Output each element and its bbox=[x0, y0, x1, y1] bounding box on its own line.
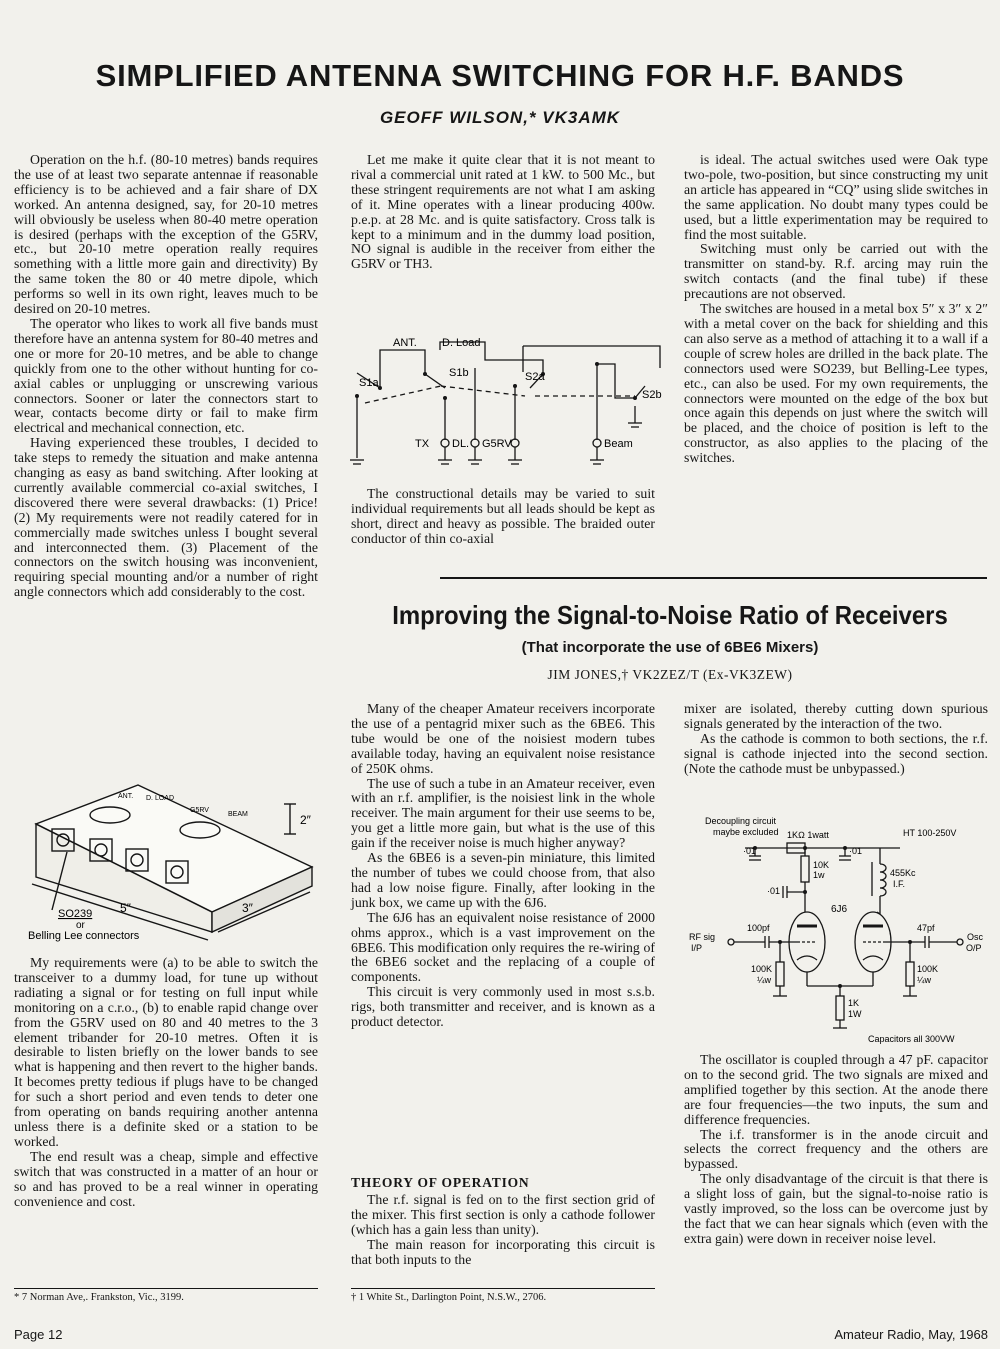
resistor-label: 100K bbox=[751, 964, 773, 974]
paragraph: The i.f. transformer is in the anode circuit and selects the correct frequency and the others are bypassed. bbox=[684, 1126, 988, 1172]
article-divider bbox=[440, 577, 987, 579]
resistor-label: 1W bbox=[848, 1009, 862, 1019]
resistor-label: ¼w bbox=[757, 975, 772, 985]
paragraph: The use of such a tube in an Amateur receiver, even with an r.f. amplifier, is the noisiest link in the whole receiver. The main argument for their use seems to be, you get a little more gain, but what is the use of this gain if the receiver noise is much higher anyway? bbox=[351, 775, 655, 851]
resistor-label: 1w bbox=[813, 870, 825, 880]
article2-column3-top bbox=[684, 702, 988, 777]
top-label: G5RV bbox=[190, 807, 209, 814]
article2-column3-bottom bbox=[684, 1053, 988, 1247]
article1-column1-top bbox=[14, 153, 318, 600]
footnote-rule bbox=[14, 1288, 318, 1289]
paragraph: The end result was a cheap, simple and effective switch that was constructed in a matter of an hour or so and has proved to be a real winner in operating convenience and cost. bbox=[14, 1148, 318, 1209]
paragraph: The switches are housed in a metal box 5″ x 3″ x 2″ with a metal cover on the back for shielding and this can also serve as a method of attaching it to a wall if a couple of screw holes are drilled in the back plate. The connectors used were SO239, but Belling-Lee types, etc., can also be used. For my own requirements, the connectors were mounted on the edge of the box but once again this depends on just where the switch will be placed, and the choice of position is left to the constructor, as also applies to the placing of the switches. bbox=[684, 301, 988, 466]
paragraph: Having experienced these troubles, I decided to take steps to remedy the situation and make antenna changing as easy as band switching. After looking at currently available commercial co-axial switches, I discovered there were several drawbacks: (1) Price! (2) My requirements were not readily catered for in commercially made switches unless I bought several and interconnected them. (3) Placement of the connectors on the switch housing was inconvenient, requiring special mounting and/or a number of right angle connectors which add considerably to the cost. bbox=[14, 435, 318, 600]
paragraph: Many of the cheaper Amateur receivers incorporate the use of a pentagrid mixer such as the 6BE6. This tube would be one of the noisiest modern tubes available today, having an equivalent noise resistance of 250K ohms. bbox=[351, 701, 655, 776]
g5rv-label: G5RV bbox=[482, 438, 512, 450]
top-label: D. LOAD bbox=[146, 795, 175, 802]
dimension-depth: 3″ bbox=[242, 901, 253, 915]
paragraph: The constructional details may be varied to suit individual requirements but all leads should be kept as short, direct and heavy as possible. The braided outer conductor of thin co-axial bbox=[351, 486, 655, 546]
beam-label: Beam bbox=[604, 438, 633, 450]
paragraph: As the cathode is common to both sections, the r.f. signal is cathode injected into the second section. (Note the cathode must be unbypassed.) bbox=[684, 730, 988, 776]
paragraph: As the 6BE6 is a seven-pin miniature, this limited the number of tubes we could choose from, that also had a low noise figure. Finally, after looking in the junk box, we came up with the 6J6. bbox=[351, 850, 655, 910]
paragraph: The 6J6 has an equivalent noise resistance of 2000 ohms approx., which is a vast improvement on the 6BE6. This modification only requires the re-wiring of the 6BE6 socket and the replacing of a couple of components. bbox=[351, 909, 655, 985]
resistor-label: ¼w bbox=[917, 975, 932, 985]
switch-schematic bbox=[345, 328, 670, 478]
article2-theory bbox=[351, 1193, 655, 1268]
resistor-label: 100K bbox=[917, 964, 939, 974]
paragraph: This circuit is very commonly used in most s.s.b. rigs, both transmitter and receiver, and is known as a product detector. bbox=[351, 984, 655, 1030]
top-label: ANT. bbox=[118, 793, 134, 800]
cap-label: 100pf bbox=[747, 923, 770, 933]
article2-byline: JIM JONES,† VK2ZEZ/T (Ex-VK3ZEW) bbox=[547, 667, 793, 682]
dimension-height: 2″ bbox=[300, 813, 311, 827]
s1a-label: S1a bbox=[359, 377, 379, 389]
paragraph: is ideal. The actual switches used were Oak type two-pole, two-position, but since constructing my unit an article has appeared in “CQ” using slide switches in the same application. No doubt many types could be used, but a little experimentation may be required to find the most suitable. bbox=[684, 152, 988, 242]
paragraph: My requirements were (a) to be able to switch the transceiver to a dummy load, for tune up without radiating a signal or for testing on full input while monitoring on a c.r.o., (b) to enable rapid change over from the G5RV used on 80 and 40 metres to the 3 element tribander for 20-10 metres. Often it is desirable to listen briefly on the lower bands to see what is happening and then revert to the higher bands. It becomes pretty tedious if plugs have to be changed for such a short period and even tends to deter one from operating on bands requiring another antenna unless there is a definite sked or a station to be worked. bbox=[14, 955, 318, 1149]
page-number: Page 12 bbox=[14, 1327, 63, 1342]
paragraph: The main reason for incorporating this circuit is that both inputs to the bbox=[351, 1236, 655, 1267]
paragraph: Let me make it quite clear that it is not meant to rival a commercial unit rated at 1 kW. to 500 Mc., but these stringent requirements are not what I am asking of it. Mine operates with a linear producing 400w. p.e.p. at 28 Mc. and is quite satisfactory. Cross talk is kept to a minimum and in the dummy load position, NO signal is audible in the receiver from either the G5RV or TH3. bbox=[351, 152, 655, 272]
connector-label: SO239 bbox=[58, 908, 93, 920]
article2-title: Improving the Signal-to-Noise Ratio of Receivers bbox=[392, 600, 948, 630]
footnote-rule bbox=[351, 1288, 655, 1289]
or-label: or bbox=[76, 920, 85, 931]
dload-label: D. Load bbox=[442, 337, 481, 349]
cap-label: ·01 bbox=[849, 846, 863, 856]
ant-label: ANT. bbox=[393, 337, 417, 349]
article2-column2 bbox=[351, 702, 655, 1030]
footnote: † 1 White St., Darlington Point, N.S.W., 2706. bbox=[351, 1292, 547, 1303]
rf-label: RF sig bbox=[689, 932, 716, 942]
resistor-label: 10K bbox=[813, 860, 830, 870]
article1-column1-bottom bbox=[14, 956, 318, 1209]
s2a-label: S2a bbox=[525, 371, 545, 383]
osc-label: O/P bbox=[966, 943, 982, 953]
paragraph: The only disadvantage of the circuit is that there is a slight loss of gain, but the signal-to-noise ratio is vastly improved, so the loss can be overcome just by the fact that we can hear signals which (even with the extra gain) were down in receiver noise level. bbox=[684, 1171, 988, 1246]
article-byline: GEOFF WILSON,* VK3AMK bbox=[379, 108, 621, 127]
dl-label: DL. bbox=[452, 438, 470, 450]
article-title: SIMPLIFIED ANTENNA SWITCHING FOR H.F. BANDS bbox=[95, 58, 905, 93]
magazine-credit: Amateur Radio, May, 1968 bbox=[834, 1327, 988, 1342]
article1-column3 bbox=[684, 153, 988, 466]
cap-label: ·01 bbox=[767, 886, 781, 896]
resistor-label: 1K bbox=[848, 998, 860, 1008]
resistor-label: 1KΩ 1watt bbox=[787, 830, 829, 840]
rf-label: I/P bbox=[691, 943, 703, 953]
paragraph: The r.f. signal is fed on to the first section grid of the mixer. This first section is only a cathode follower (which has a gain less than unity). bbox=[351, 1192, 655, 1237]
tx-label: TX bbox=[415, 438, 430, 450]
if-label: 455Kc bbox=[890, 868, 916, 878]
cap-label: ·01 bbox=[743, 846, 757, 856]
decoupling-label: maybe excluded bbox=[713, 827, 779, 837]
article1-column2-bottom bbox=[351, 487, 655, 547]
dimension-width: 5″ bbox=[120, 901, 131, 915]
article1-column2-top bbox=[351, 153, 655, 272]
paragraph: Switching must only be carried out with the transmitter on stand-by. R.f. arcing may ruin the switch contacts (and the final tube) if these precautions are not observed. bbox=[684, 241, 988, 302]
footnote: * 7 Norman Ave,. Frankston, Vic., 3199. bbox=[14, 1292, 184, 1303]
article2-subtitle: (That incorporate the use of 6BE6 Mixers) bbox=[521, 639, 819, 656]
tube-label: 6J6 bbox=[831, 904, 848, 915]
paragraph: Operation on the h.f. (80-10 metres) bands requires the use of at least two separate antennae if reasonable efficiency is to be achieved and a fair share of DX worked. An antenna designed, say, for 20-10 metres will obviously be useless when 80-40 metre operation is desired (perhaps with the exception of the G5RV, etc., but 20-10 metre operation really requires something with a little more gain and directivity) By the same token the 80 or 40 metre dipole, which performs so well in its own right, leaves much to be desired on 20-10 metres. bbox=[14, 152, 318, 317]
ht-label: HT 100-250V bbox=[903, 828, 957, 838]
paragraph: The operator who likes to work all five bands must therefore have an antenna system for 80-40 metres and one or more for 20-10 metres, and be able to change quickly from one to the other without hunting for co-axial cables or unplugging or unscrewing various connectors. Sooner or later the connectors start to wear, contacts become dirty or fail to make firm electrical and mechanical connection, etc. bbox=[14, 315, 318, 436]
section-heading: THEORY OF OPERATION bbox=[351, 1175, 530, 1190]
s2b-label: S2b bbox=[642, 389, 662, 401]
belling-label: Belling Lee connectors bbox=[28, 930, 140, 942]
top-label: BEAM bbox=[228, 811, 248, 818]
paragraph: mixer are isolated, thereby cutting down spurious signals generated by the interaction of the two. bbox=[684, 701, 988, 731]
switch-box-illustration bbox=[22, 782, 322, 944]
s1b-label: S1b bbox=[449, 367, 469, 379]
paragraph: The oscillator is coupled through a 47 pF. capacitor on to the second grid. The two signals are mixed and amplified together by this section. At the anode there are four frequencies—the two inputs, the sum and difference frequencies. bbox=[684, 1052, 988, 1127]
mixer-circuit-diagram bbox=[685, 814, 990, 1046]
osc-label: Osc bbox=[967, 932, 984, 942]
decoupling-label: Decoupling circuit bbox=[705, 816, 777, 826]
cap-label: 47pf bbox=[917, 923, 935, 933]
caps-note: Capacitors all 300VW bbox=[868, 1034, 955, 1044]
if-label: I.F. bbox=[893, 879, 906, 889]
